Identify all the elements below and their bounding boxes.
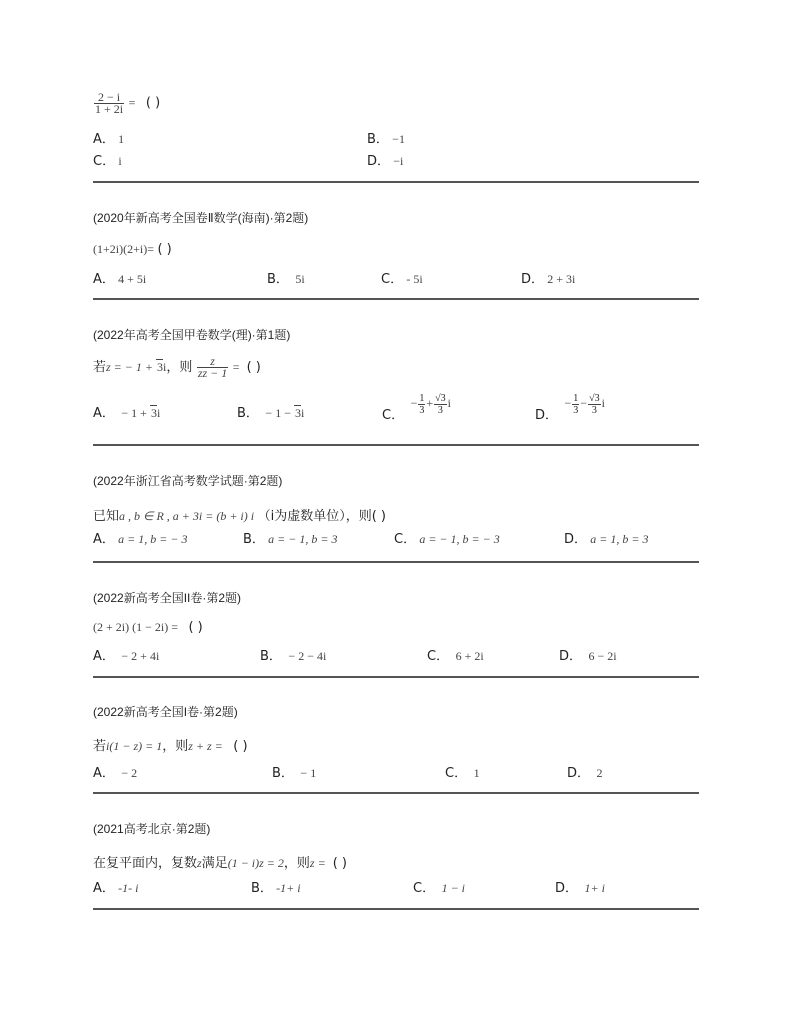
question-source: (2022新高考全国II卷·第2题) — [93, 591, 242, 605]
option-d: D． a = 1, b = 3 — [564, 532, 649, 547]
option-d: D． − $\frac{1}{3}$ − $\frac{√3}{3}$ i — [535, 392, 605, 423]
option-d: D． 6 − 2i — [559, 649, 617, 664]
stem-text: ，则 — [283, 856, 310, 871]
option-d: D． −i — [367, 154, 404, 169]
equals-sign: = — [147, 242, 154, 256]
option-b: B． − 1 — [272, 766, 317, 781]
option-a: A． -1- i — [93, 881, 139, 896]
option-c: C． − $\frac{1}{3}$ + $\frac{√3}{3}$ i — [382, 392, 451, 423]
math-expression: z + z = — [188, 739, 223, 753]
question-source: (2022年浙江省高考数学试题·第2题) — [93, 474, 283, 488]
option-a: A． − 1 + 3i — [93, 406, 161, 421]
question-stem — [93, 92, 160, 115]
question-stem — [93, 735, 248, 755]
fraction-denominator: 1 + 2i — [95, 102, 124, 116]
divider — [93, 561, 699, 563]
stem-text: 若 — [93, 360, 107, 375]
stem-text: （i为虚数单位），则 — [257, 509, 372, 524]
fraction-denominator: zz − 1 — [197, 366, 228, 381]
option-c: C． 1 − i — [413, 881, 466, 896]
option-d: D． 2 — [567, 766, 603, 781]
question-stem — [93, 242, 172, 258]
stem-text: 在复平面内，复数 — [93, 856, 198, 871]
question-source: (2021高考北京·第2题) — [93, 822, 211, 836]
option-b: B． -1+ i — [251, 881, 301, 896]
option-b: B． 5i — [267, 272, 305, 287]
question-stem — [93, 852, 347, 872]
math-expression: (1 − i)z = 2 — [227, 856, 284, 870]
equals-sign: = — [128, 95, 136, 110]
option-a: A． − 2 + 4i — [93, 649, 160, 664]
equals-sign: = — [232, 360, 240, 374]
option-c: C． a = − 1, b = − 3 — [394, 532, 500, 547]
fraction-numerator: 2 − i — [94, 92, 124, 104]
option-c: C． 1 — [445, 766, 480, 781]
option-d: D． 1+ i — [555, 881, 605, 896]
fraction — [197, 356, 228, 379]
option-c: C． - 5i — [381, 272, 423, 287]
stem-text: ，则 — [166, 360, 193, 375]
math-expression: i(1 − z) = 1 — [106, 739, 163, 753]
option-a: A． a = 1, b = − 3 — [93, 532, 188, 547]
option-a: A． 4 + 5i — [93, 272, 147, 287]
sqrt-radicand: 3 — [156, 360, 163, 374]
option-b: B． a = − 1, b = 3 — [243, 532, 338, 547]
option-a: A． − 2 — [93, 766, 138, 781]
question-stem — [93, 356, 261, 379]
divider — [93, 298, 699, 300]
math-expression: (1+2i)(2+i) — [93, 242, 148, 256]
answer-blank: ( ) — [157, 242, 172, 257]
answer-blank: ( ) — [188, 620, 203, 635]
option-b: B． − 2 − 4i — [260, 649, 327, 664]
option-c: C． i — [93, 154, 122, 169]
math-expression: z = − 1 + — [106, 360, 156, 374]
stem-text: 若 — [93, 739, 107, 754]
fraction — [94, 92, 124, 115]
divider — [93, 444, 699, 446]
option-c: C． 6 + 2i — [427, 649, 484, 664]
option-d: D． 2 + 3i — [521, 272, 576, 287]
question-source: (2022新高考全国I卷·第2题) — [93, 705, 238, 719]
math-expression: z = — [309, 856, 326, 870]
answer-blank: ( ) — [332, 856, 347, 871]
divider — [93, 792, 699, 794]
answer-blank: ( ) — [233, 739, 248, 754]
stem-text: ，则 — [162, 739, 189, 754]
question-source: (2022年高考全国甲卷数学(理)·第1题) — [93, 328, 291, 342]
fraction-numerator: z — [197, 356, 228, 368]
imaginary-unit: i — [162, 360, 167, 374]
stem-text: 满足 — [201, 856, 228, 871]
divider — [93, 181, 699, 183]
option-b: B． −1 — [367, 132, 405, 147]
question-source: (2020年新高考全国卷Ⅱ数学(海南)·第2题) — [93, 211, 309, 225]
option-a: A． 1 — [93, 132, 125, 147]
answer-blank: ( ) — [145, 95, 161, 111]
question-stem — [93, 620, 203, 636]
option-b: B． − 1 − 3i — [237, 406, 305, 421]
answer-blank: ( ) — [246, 360, 261, 375]
divider — [93, 676, 699, 678]
answer-blank: ( ) — [371, 509, 386, 524]
divider — [93, 908, 699, 910]
stem-text: 已知 — [93, 509, 120, 524]
math-expression: a , b ∈ R , a + 3i = (b + i) i — [119, 509, 255, 523]
math-expression: (2 + 2i) (1 − 2i) = — [93, 620, 178, 634]
question-stem — [93, 505, 386, 525]
math-variable: z — [197, 856, 202, 870]
